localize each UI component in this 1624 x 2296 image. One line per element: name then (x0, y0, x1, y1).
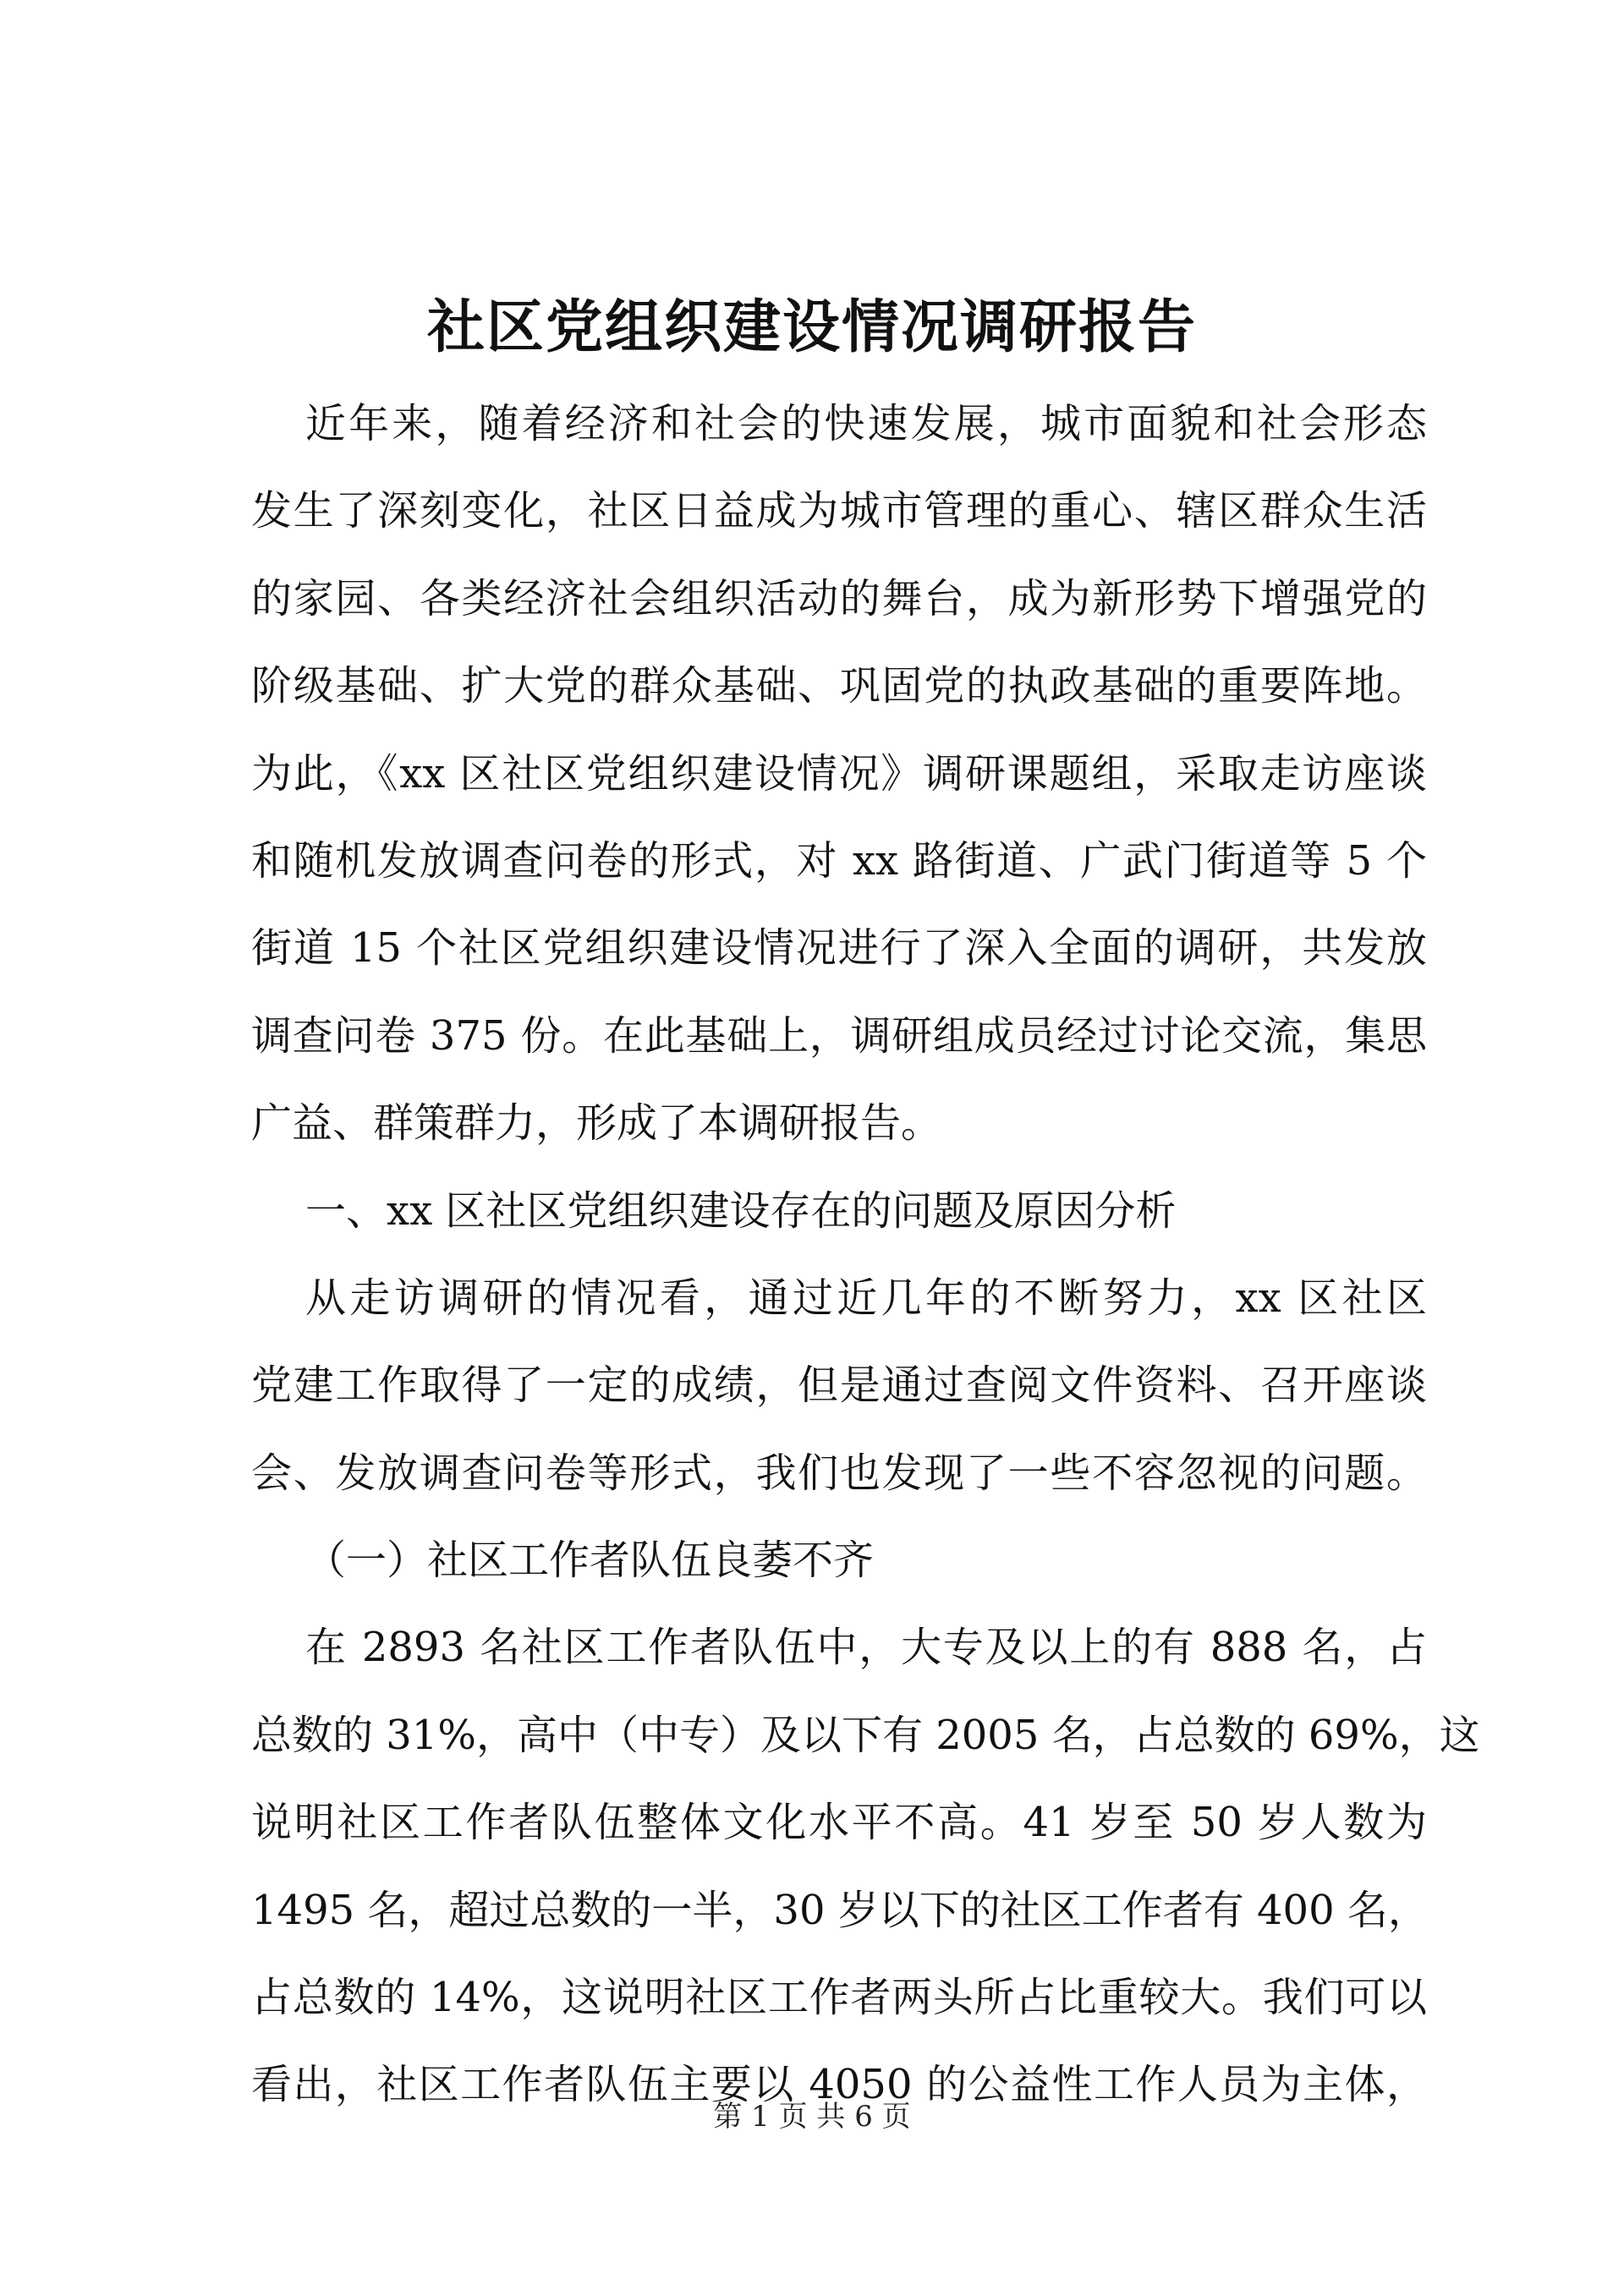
body-line: 总数的 31%，高中（中专）及以下有 2005 名，占总数的 69%，这 (251, 1711, 1480, 1759)
body-line: 街道 15 个社区党组织建设情况进行了深入全面的调研，共发放 (251, 924, 1427, 973)
body-line: 占总数的 14%，这说明社区工作者两头所占比重较大。我们可以 (251, 1974, 1427, 2022)
body-line: 为此，《xx 区社区党组织建设情况》调研课题组，采取走访座谈 (251, 749, 1427, 797)
body-line: 近年来，随着经济和社会的快速发展，城市面貌和社会形态 (305, 400, 1427, 447)
body-line: 阶级基础、扩大党的群众基础、巩固党的执政基础的重要阵地。 (251, 662, 1427, 710)
body-line: 说明社区工作者队伍整体文化水平不高。41 岁至 50 岁人数为 (251, 1799, 1427, 1847)
document-title: 社区党组织建设情况调研报告 (426, 293, 1197, 361)
body-line: 党建工作取得了一定的成绩，但是通过查阅文件资料、召开座谈 (251, 1362, 1427, 1410)
body-line: 看出，社区工作者队伍主要以 4050 的公益性工作人员为主体， (251, 2061, 1427, 2109)
body-line: 广益、群策群力，形成了本调研报告。 (251, 1099, 942, 1148)
body-line: 和随机发放调查问卷的形式，对 xx 路街道、广武门街道等 5 个 (251, 836, 1427, 885)
body-line: 会、发放调查问卷等形式，我们也发现了一些不容忽视的问题。 (251, 1449, 1427, 1497)
body-line: 从走访调研的情况看，通过近几年的不断努力，xx 区社区 (305, 1274, 1427, 1322)
subsection-heading: （一）社区工作者队伍良萎不齐 (305, 1537, 875, 1585)
body-line: 1495 名，超过总数的一半，30 岁以下的社区工作者有 400 名， (251, 1886, 1429, 1934)
body-line: 的家园、各类经济社会组织活动的舞台，成为新形势下增强党的 (251, 574, 1427, 622)
page-number: 第 1 页 共 6 页 (713, 2100, 911, 2134)
document-body (251, 381, 1480, 2129)
body-line: 发生了深刻变化，社区日益成为城市管理的重心、辖区群众生活 (251, 487, 1427, 535)
section-heading: 一、xx 区社区党组织建设存在的问题及原因分析 (305, 1186, 1177, 1235)
body-line: 调查问卷 375 份。在此基础上，调研组成员经过讨论交流，集思 (251, 1011, 1427, 1060)
body-line: 在 2893 名社区工作者队伍中，大专及以上的有 888 名，占 (305, 1624, 1427, 1672)
